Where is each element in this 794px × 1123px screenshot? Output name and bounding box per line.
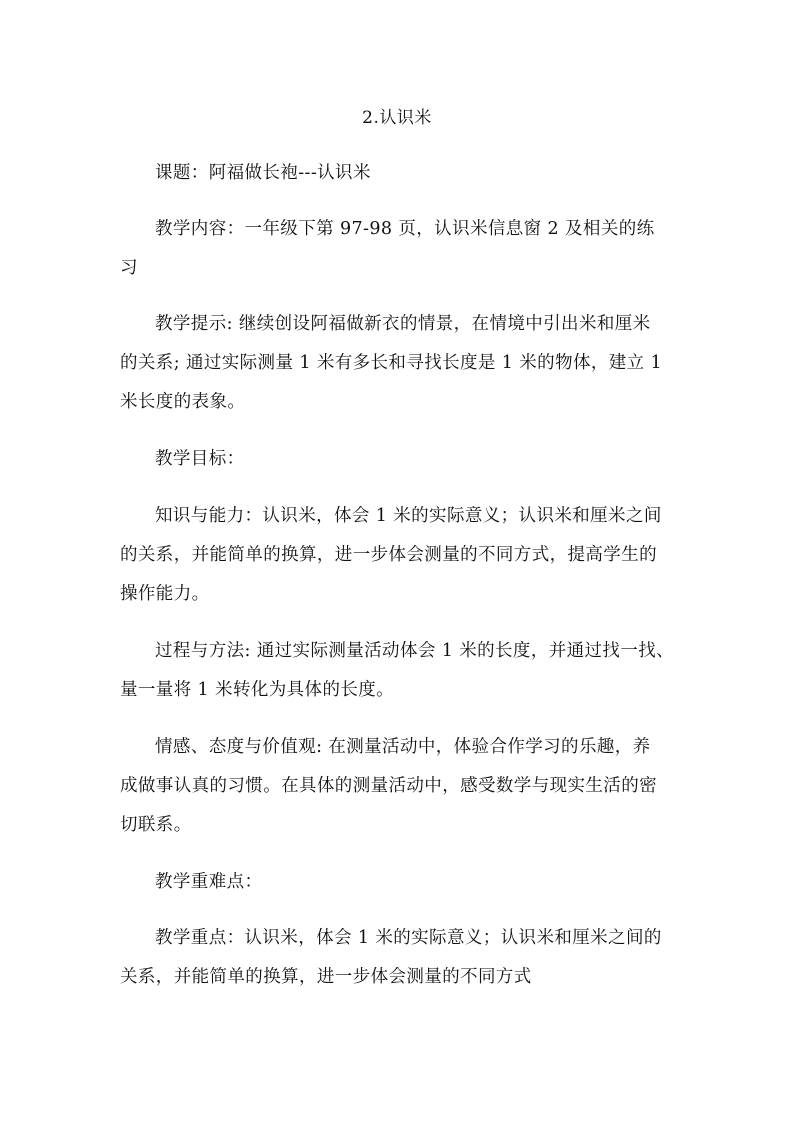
paragraph-line: 教学目标： bbox=[155, 449, 245, 469]
paragraph-line: 教学重难点： bbox=[155, 872, 263, 892]
paragraph-process bbox=[120, 632, 680, 710]
paragraph-line: 米长度的表象。 bbox=[120, 392, 246, 412]
paragraph-line: 教学重点：认识米，体会 1 米的实际意义；认识米和厘米之间的 bbox=[155, 928, 662, 948]
paragraph-line: 操作能力。 bbox=[120, 584, 210, 604]
paragraph-key bbox=[120, 919, 680, 997]
paragraph-line: 的关系; 通过实际测量 1 米有多长和寻找长度是 1 米的物体，建立 1 bbox=[120, 353, 663, 373]
paragraph-line: 切联系。 bbox=[120, 815, 192, 835]
paragraph-knowledge bbox=[120, 497, 680, 614]
paragraph-line: 量一量将 1 米转化为具体的长度。 bbox=[120, 680, 395, 700]
paragraph-line: 教学内容：一年级下第 97-98 页，认识米信息窗 2 及相关的练 bbox=[155, 219, 655, 239]
document-title: 2.认识米 bbox=[362, 108, 432, 128]
paragraph-line: 习 bbox=[120, 258, 138, 278]
paragraph-difficulty bbox=[120, 863, 680, 902]
paragraph-line: 教学提示: 继续创设阿福做新衣的情景，在情境中引出米和厘米 bbox=[155, 314, 651, 334]
paragraph-goal bbox=[120, 440, 680, 479]
paragraph-line: 成做事认真的习惯。在具体的测量活动中，感受数学与现实生活的密 bbox=[120, 776, 657, 796]
paragraph-emotion bbox=[120, 728, 680, 845]
paragraph-hint bbox=[120, 305, 680, 422]
paragraph-content bbox=[120, 210, 680, 288]
paragraph-line: 关系，并能简单的换算，进一步体会测量的不同方式 bbox=[120, 967, 532, 987]
paragraph-line: 知识与能力：认识米，体会 1 米的实际意义；认识米和厘米之间 bbox=[155, 506, 662, 526]
paragraph-topic bbox=[120, 154, 680, 193]
paragraph-line: 情感、态度与价值观: 在测量活动中，体验合作学习的乐趣，养 bbox=[155, 737, 651, 757]
paragraph-line: 过程与方法: 通过实际测量活动体会 1 米的长度，并通过找一找、 bbox=[155, 641, 675, 661]
paragraph-line: 的关系，并能简单的换算，进一步体会测量的不同方式，提高学生的 bbox=[120, 545, 657, 565]
paragraph-line: 课题：阿福做长袍---认识米 bbox=[155, 163, 371, 183]
